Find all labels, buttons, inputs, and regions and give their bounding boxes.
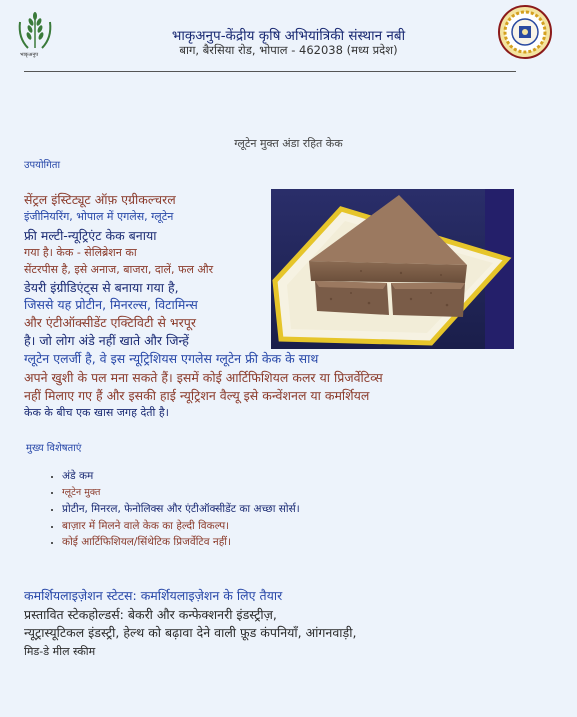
para-line: इंजीनियरिंग, भोपाल में एगलेस, ग्लूटेन (24, 210, 174, 223)
features-list (36, 468, 300, 551)
feature-item: • अंडे कम (62, 468, 300, 485)
features-heading: मुख्य विशेषताएं (26, 443, 82, 454)
stakeholders-line: प्रस्तावित स्टेकहोल्डर्स: बेकरी और कन्फेक्शनरी इंडस्ट्रीज़, (24, 607, 277, 622)
para-line: फ्री मल्टी-न्यूट्रिएंट केक बनाया (24, 228, 157, 243)
article-title: ग्लूटेन मुक्त अंडा रहित केक (234, 137, 343, 150)
institute-title: भाकृअनुप-केंद्रीय कृषि अभियांत्रिकी संस्थान नबी (171, 28, 406, 44)
para-line: सेंट्रल इंस्टिट्यूट ऑफ़ एग्रीकल्चरल (24, 192, 176, 207)
stakeholders-line: न्यूट्रास्यूटिकल इंडस्ट्री, हेल्थ को बढ़ावा देने वाली फ़ूड कंपनियाँ, आंगनवाड़ी, (24, 625, 357, 640)
para-line: ग्लूटेन एलर्जी है, वे इस न्यूट्रिशियस एगलेस ग्लूटेन फ्री केक के साथ (24, 351, 319, 366)
feature-item: • ग्लूटेन मुक्त (62, 485, 300, 502)
para-line: केक के बीच एक खास जगह देती है। (24, 406, 169, 419)
cake-photo (271, 189, 514, 349)
commercial-status: कमर्शियलाइज़ेशन स्टेटस: कमर्शियलाइज़ेशन के लिए तैयार (24, 588, 283, 603)
feature-item: • कोई आर्टिफिशियल/सिंथेटिक प्रिजर्वेटिव नहीं। (62, 534, 300, 551)
feature-item: • प्रोटीन, मिनरल, फेनोलिक्स और एंटीऑक्सीडेंट का अच्छा सोर्स। (62, 501, 300, 518)
institute-address: बाग, बैरसिया रोड, भोपाल - 462038 (मध्य प्रदेश) (179, 43, 398, 57)
logo-caption: भाकृअनुप (20, 52, 39, 58)
utility-heading: उपयोगिता (24, 160, 61, 171)
para-line: अपने खुशी के पल मना सकते हैं। इसमें कोई आर्टिफिशियल कलर या प्रिजर्वेटिव्स (24, 370, 383, 385)
para-line: जिससे यह प्रोटीन, मिनरल्स, विटामिन्स (24, 297, 198, 312)
para-line: है। जो लोग अंडे नहीं खाते और जिन्हें (24, 333, 189, 348)
feature-item: • बाज़ार में मिलने वाले केक का हेल्दी विकल्प। (62, 518, 300, 535)
stakeholders-line: मिड-डे मील स्कीम (24, 645, 96, 658)
para-line: नहीं मिलाए गए हैं और इसकी हाई न्यूट्रिशन वैल्यू इसे कन्वेंशनल या कमर्शियल (24, 388, 370, 403)
para-line: डेयरी इंग्रीडिएंट्स से बनाया गया है, (24, 280, 179, 295)
para-line: गया है। केक - सेलिब्रेशन का (24, 246, 137, 259)
header-divider (24, 71, 516, 72)
para-line: और एंटीऑक्सीडेंट एक्टिविटी से भरपूर (24, 315, 196, 330)
para-line: सेंटरपीस है, इसे अनाज, बाजरा, दालें, फल और (24, 263, 214, 276)
